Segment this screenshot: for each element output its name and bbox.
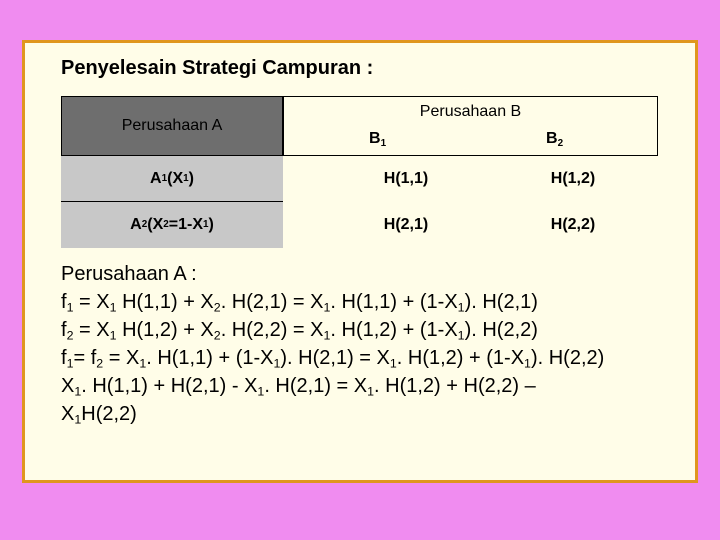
header-perusahaan-a: Perusahaan A — [61, 96, 283, 156]
cell-h12: H(1,2) — [550, 170, 596, 187]
row-label-a1: A 1 (X 1 ) — [61, 156, 283, 202]
equation-line: $X_1$. $H(1,1) + H(2,1) - X_1$. $H(2,1) = X_1$. H(1,2) + H(2,2) – — [61, 375, 536, 399]
header-perusahaan-b: Perusahaan B — [419, 103, 522, 120]
slide-title: Penyelesain Strategi Campuran : — [61, 57, 374, 79]
column-b1: $B_1$ — [369, 130, 387, 149]
equation-line: $f_1 = X_1$ $H(1,1) + X_2$. $H(2,1) = X_1$. $H(1,1) + (1-X_1)$. H(2,1) — [61, 291, 538, 315]
cell-h21: H(2,1) — [383, 216, 429, 233]
equation-line: $f_2 = X_1$ $H(1,2) + X_2$. $H(2,2) = X_1$. $H(1,2) + (1-X_1)$. H(2,2) — [61, 319, 538, 343]
cell-h22: H(2,2) — [550, 216, 596, 233]
equation-line: $X_1H(2,2)$ — [61, 403, 137, 427]
solution-heading: Perusahaan A : — [61, 263, 197, 285]
column-b2: $B_2$ — [546, 130, 564, 149]
solution-text — [61, 260, 604, 428]
equation-line: $f_1= f_2 = X_1$. $H(1,1) + (1-X_1)$. $H(2,1) = X_1$. $H(1,2) + (1-X_1)$. H(2,2) — [61, 347, 605, 371]
cell-h11: H(1,1) — [383, 170, 429, 187]
row-label-a2: A 2 (X 2 =1-X 1 ) — [61, 202, 283, 248]
header-perusahaan-b-cell — [283, 96, 658, 156]
payoff-table — [61, 96, 658, 248]
slide — [22, 40, 698, 483]
